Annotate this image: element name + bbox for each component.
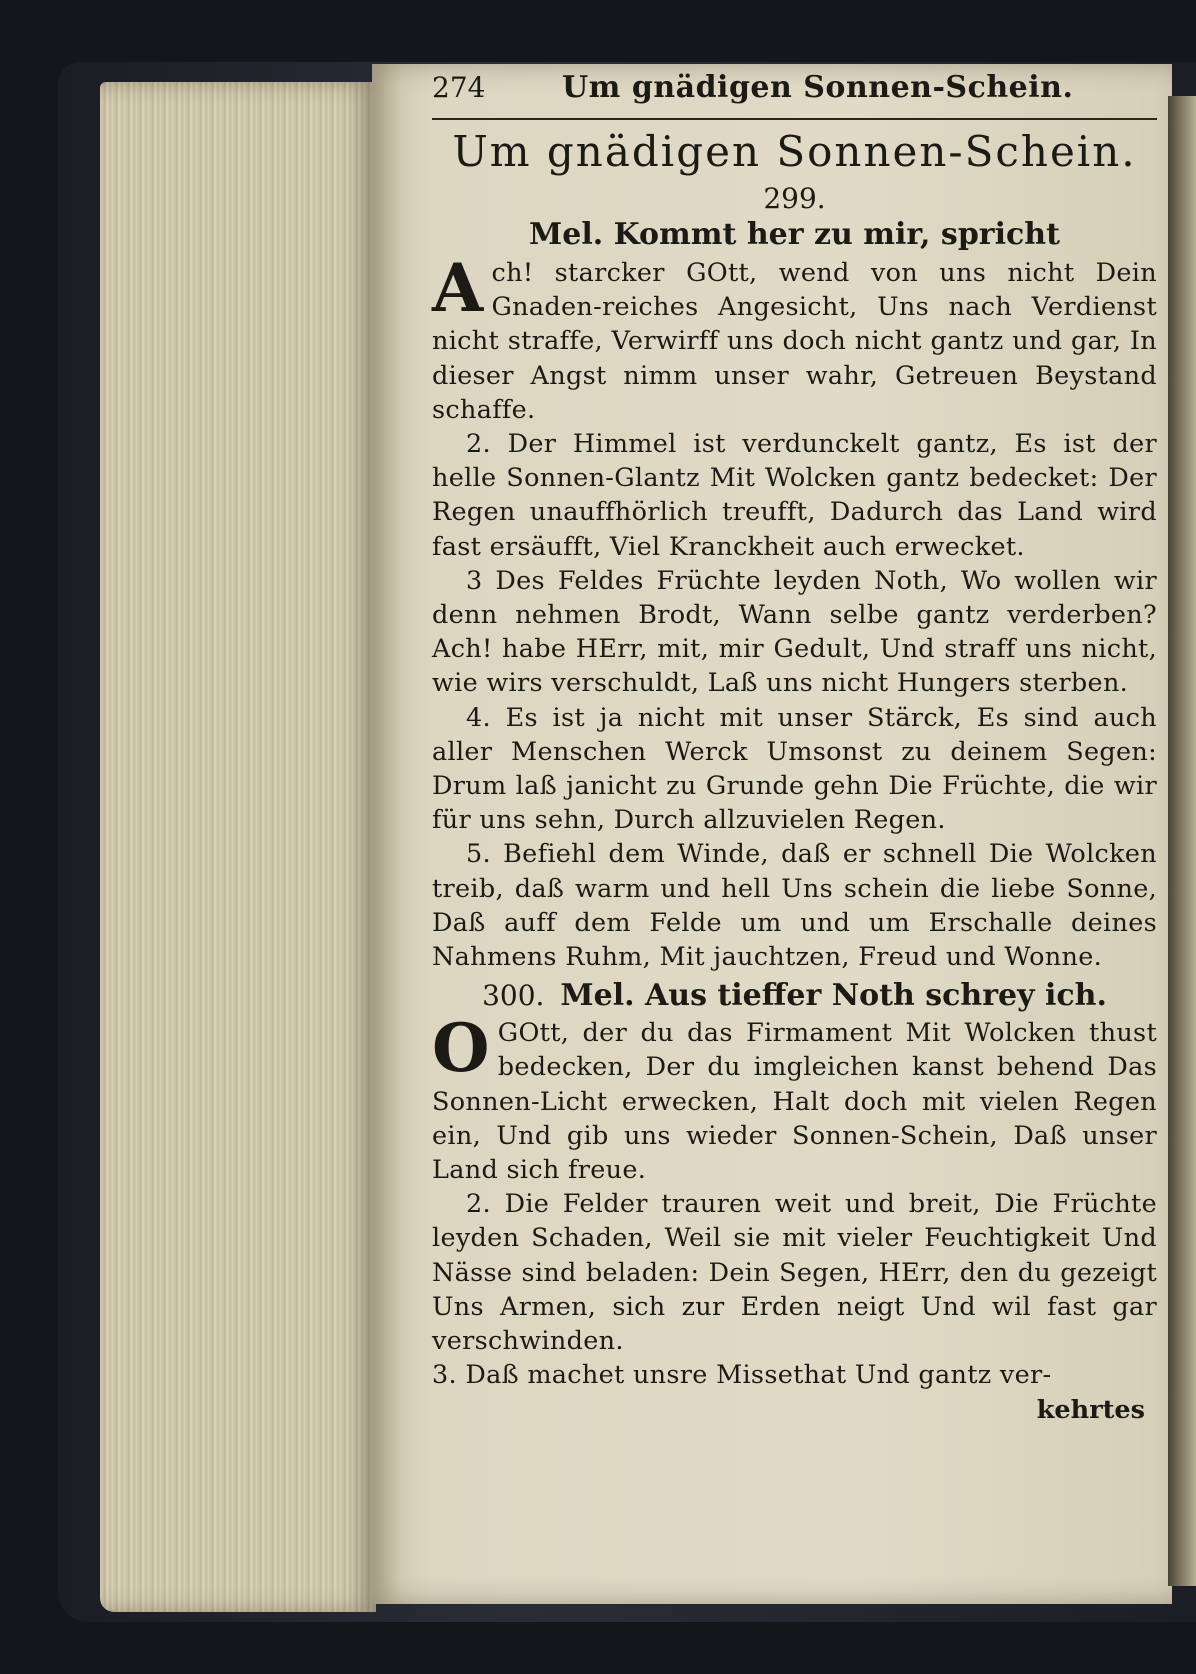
hymn-stanza: 2. Der Himmel ist verdunckelt gantz, Es ist der helle Sonnen-Glantz Mit Wolcken gantz bedecket: Der Regen unauffhörlich treufft, Dadurch das Land wird fast ersäufft, Viel Kranckheit auch erwecket.	[432, 429, 1157, 562]
hymn-stanza: 5. Befiehl dem Winde, daß er schnell Die Wolcken treib, daß warm und hell Uns schein die liebe Sonne, Daß auff dem Felde um und um Erschalle deines Nahmens Ruhm, Mit jauchtzen, Freud und Wonne.	[432, 839, 1157, 973]
running-head	[432, 70, 1157, 120]
hymn-stanza: OGOtt, der du das Firmament Mit Wolcken thust bedecken, Der du imgleichen kanst behend Das Sonnen-Licht erwecken, Halt doch mit vielen Regen ein, Und gib uns wieder Sonnen-Schein, Daß unser Land sich freue.	[432, 1009, 1157, 1186]
hymn-melody: Mel. Aus tieffer Noth schrey ich.	[560, 978, 1107, 1014]
page-edges	[100, 82, 376, 1612]
page-text	[432, 70, 1157, 1427]
hymn-stanza: 3 Des Feldes Früchte leyden Noth, Wo wollen wir denn nehmen Brodt, Wann selbe gantz verderben? Ach! habe HErr, mit, mir Gedult, Und straff uns nicht, wie wirs verschuldt, Laß uns nicht Hungers sterben.	[432, 565, 1157, 699]
hymn-stanza: 3. Daß machet unsre Missethat Und gantz ver-	[432, 1360, 1052, 1391]
hymn-heading	[432, 976, 1157, 1016]
section-title: Um gnädigen Sonnen-Schein.	[452, 127, 1137, 176]
hymn-melody: Mel. Kommt her zu mir, spricht	[529, 217, 1060, 252]
page-number: 274	[432, 71, 486, 104]
hymn-stanza: 2. Die Felder trauren weit und breit, Die Früchte leyden Schaden, Weil sie mit vieler Feuchtigkeit Und Nässe sind beladen: Dein Segen, HErr, den du gezeigt Uns Armen, sich zur Erden neigt Und wil fast gar verschwinden.	[432, 1189, 1157, 1357]
running-head-title: Um gnädigen Sonnen-Schein.	[562, 70, 1074, 105]
hymn-stanza: 4. Es ist ja nicht mit unser Stärck, Es sind auch aller Menschen Werck Umsonst zu deinem Segen: Drum laß janicht zu Grunde gehn Die Früchte, die wir für uns sehn, Durch allzuvielen Regen.	[432, 702, 1157, 836]
hymn-stanza: Ach! starcker GOtt, wend von uns nicht Dein Gnaden-reiches Angesicht, Uns nach Verdienst nicht straffe, Verwirff uns doch nicht gantz und gar, In dieser Angst nimm unser wahr, Getreuen Beystand schaffe.	[432, 249, 1157, 425]
catchword: kehrtes	[1036, 1394, 1145, 1425]
hymn-number: 299.	[763, 182, 826, 215]
facing-page-edge	[1168, 96, 1196, 1586]
hymn-number: 300.	[482, 979, 545, 1013]
